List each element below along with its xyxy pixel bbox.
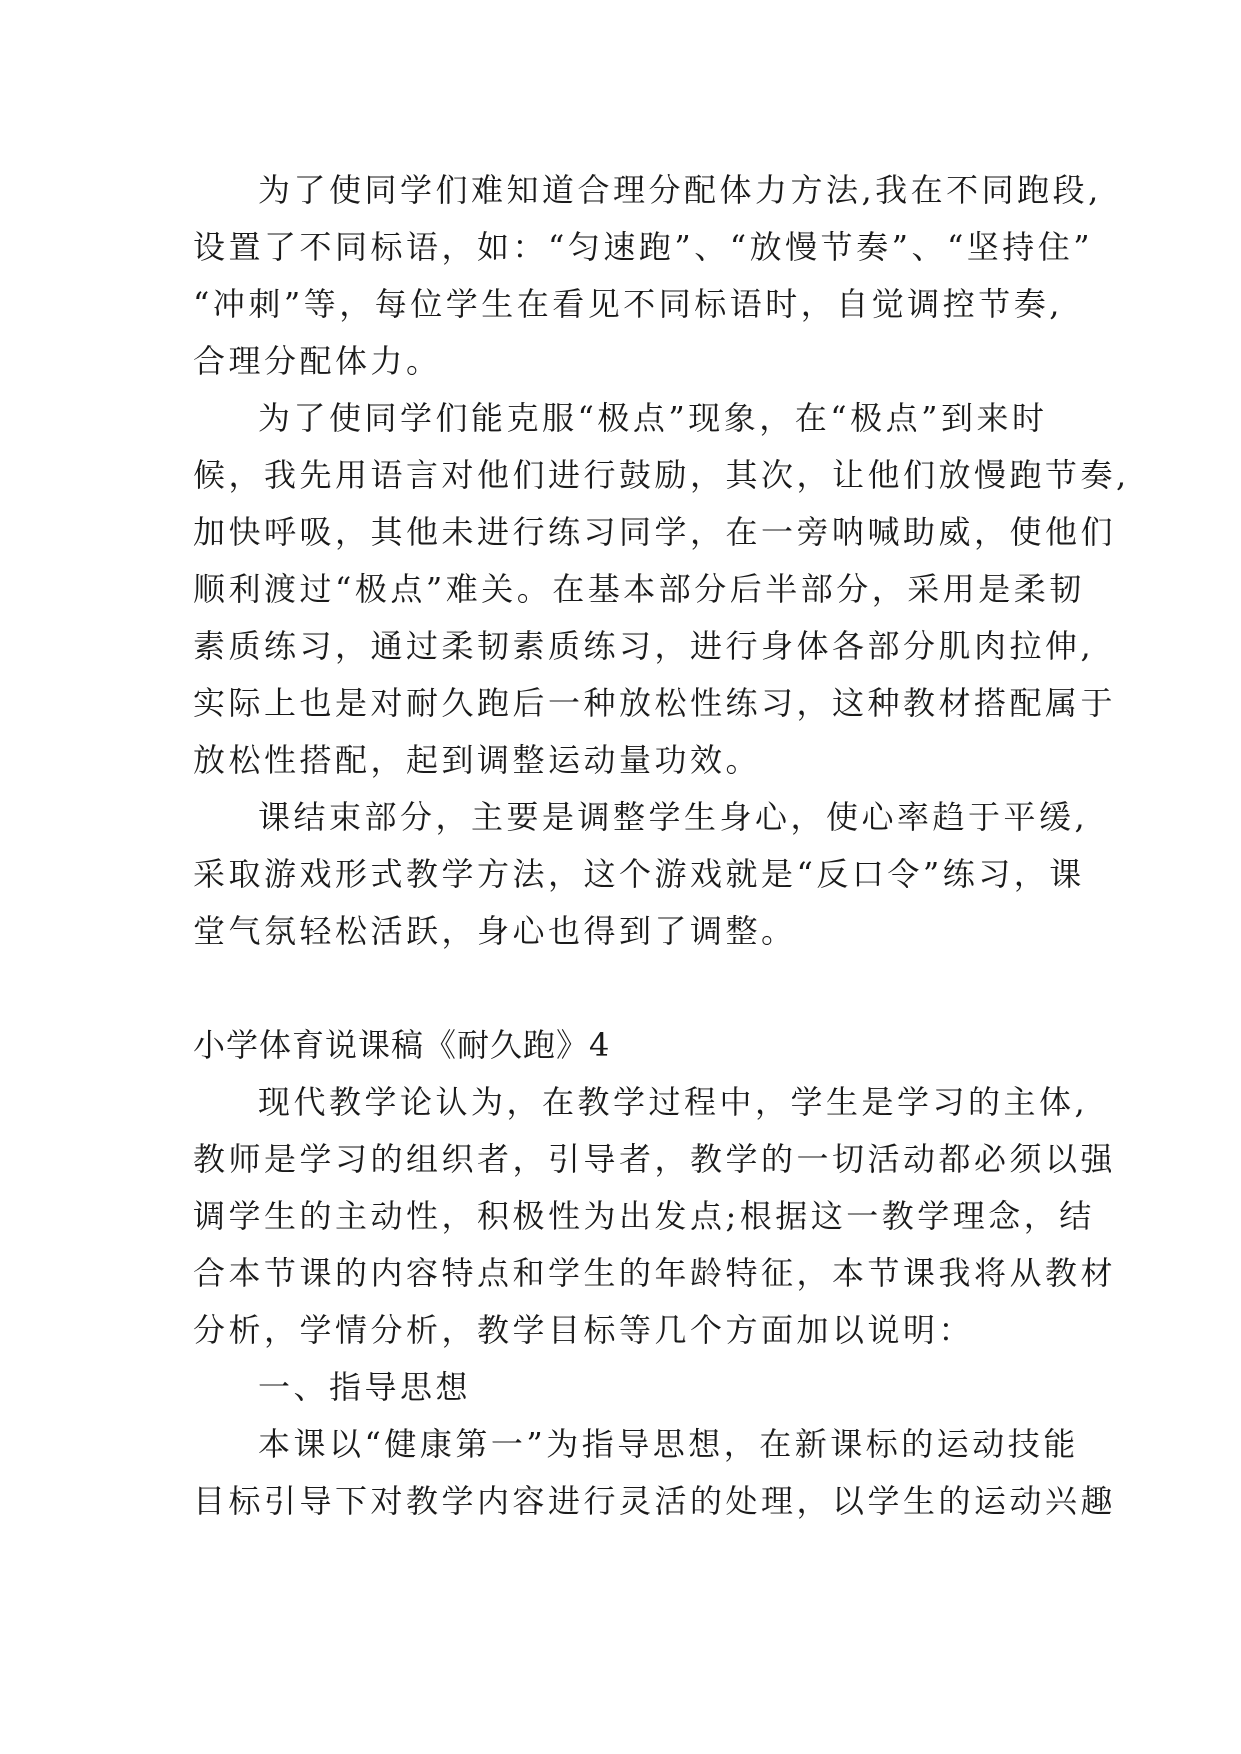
- text-line: 教师是学习的组织者，引导者，教学的一切活动都必须以强: [193, 1140, 1117, 1178]
- text-line: 采取游戏形式教学方法，这个游戏就是“反口令”练习，课: [193, 855, 1085, 893]
- text-line: “冲刺”等，每位学生在看见不同标语时，自觉调控节奏,: [193, 285, 1063, 323]
- text-line: 调学生的主动性，积极性为出发点;根据这一教学理念，结: [193, 1197, 1095, 1235]
- text-line: 素质练习，通过柔韧素质练习，进行身体各部分肌肉拉伸,: [193, 627, 1095, 665]
- text-line: 目标引导下对教学内容进行灵活的处理，以学生的运动兴趣: [193, 1482, 1117, 1520]
- text-line: 合本节课的内容特点和学生的年龄特征，本节课我将从教材: [193, 1254, 1117, 1292]
- subheading: 一、指导思想: [258, 1368, 472, 1406]
- text-line: 为了使同学们能克服“极点”现象，在“极点”到来时: [258, 399, 1048, 437]
- text-line: 设置了不同标语，如：“匀速跑”、“放慢节奏”、“坚持住”: [193, 228, 1094, 266]
- text-line: 本课以“健康第一”为指导思想，在新课标的运动技能: [258, 1425, 1079, 1463]
- text-line: 实际上也是对耐久跑后一种放松性练习，这种教材搭配属于: [193, 684, 1117, 722]
- text-line: 为了使同学们难知道合理分配体力方法,我在不同跑段,: [258, 171, 1102, 209]
- text-line: 分析，学情分析，教学目标等几个方面加以说明：: [193, 1311, 975, 1349]
- text-line: 顺利渡过“极点”难关。在基本部分后半部分，采用是柔韧: [193, 570, 1085, 608]
- text-line: 现代教学论认为，在教学过程中，学生是学习的主体,: [258, 1083, 1089, 1121]
- text-line: 合理分配体力。: [193, 342, 442, 380]
- text-line: 加快呼吸，其他未进行练习同学，在一旁呐喊助威，使他们: [193, 513, 1117, 551]
- text-line: 候，我先用语言对他们进行鼓励，其次，让他们放慢跑节奏,: [193, 456, 1130, 494]
- text-line: 堂气氛轻松活跃，身心也得到了调整。: [193, 912, 797, 950]
- text-line: 课结束部分，主要是调整学生身心，使心率趋于平缓,: [258, 798, 1089, 836]
- section-heading: 小学体育说课稿《耐久跑》4: [193, 1026, 611, 1064]
- text-line: 放松性搭配，起到调整运动量功效。: [193, 741, 762, 779]
